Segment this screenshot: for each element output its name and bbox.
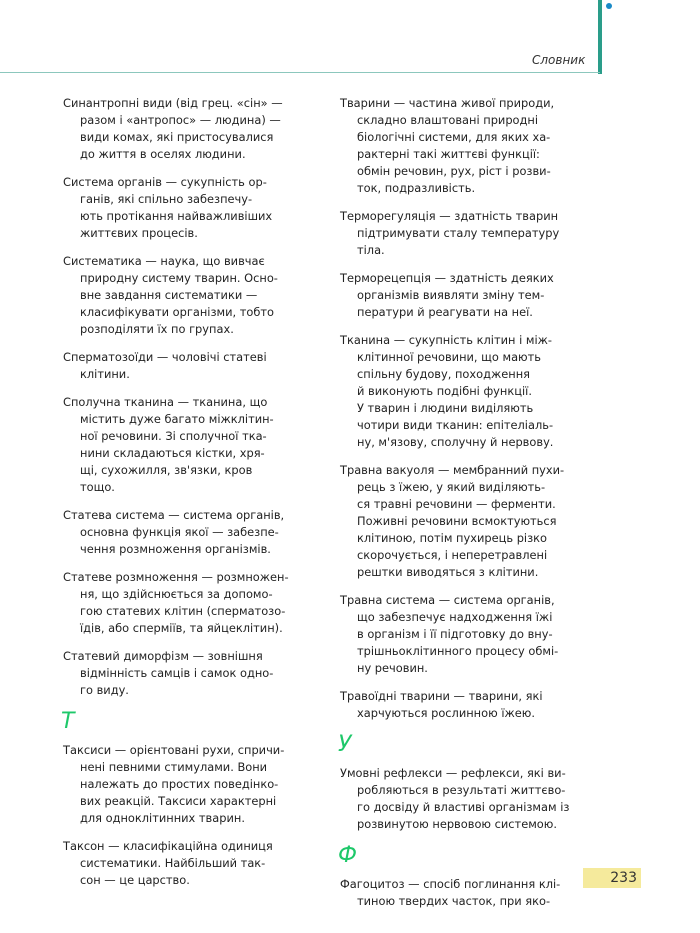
entry-first-line: Систематика — наука, що вивчає [63,254,265,268]
entry-line: розподіляти їх по групах. [80,322,234,336]
left-column [63,95,323,900]
header-accent-bar [598,0,602,74]
entry-line: ток, подразливість. [357,181,476,195]
entry-line: ганів, які спільно забезпечу- [80,192,253,206]
publisher-logo [606,3,612,9]
entry-line: ну, м'язову, сполучну й нервову. [357,435,554,449]
entry-first-line: Фагоцитоз — спосіб поглинання клі- [340,877,561,891]
entry-line: містить дуже багато міжклітин- [80,412,274,426]
entry-first-line: Сперматозоїди — чоловічі статеві [63,350,267,364]
entry-line: рактерні такі життєві функції: [357,147,540,161]
section-letter-f: Ф [338,843,357,868]
entry-first-line: Таксиси — орієнтовані рухи, спричи- [63,743,285,757]
entry-line: класифікувати організми, тобто [80,305,274,319]
glossary-entry [63,95,323,163]
entry-line: розвинутою нервовою системою. [357,817,557,831]
entry-line: го досвіду й властиві організмам із [357,800,570,814]
entry-line: до життя в оселях людини. [80,147,246,161]
entry-line: природну систему тварин. Осно- [80,271,278,285]
glossary-entry [340,462,601,581]
glossary-entry [63,349,323,383]
entry-line: щі, сухожилля, зв'язки, кров [80,463,253,477]
entry-line: рештки виводяться з клітини. [357,565,539,579]
entry-line: тіла. [357,243,385,257]
entry-line: тиною твердих часток, при яко- [357,894,551,908]
glossary-entry [63,507,323,558]
entry-line: що забезпечує надходження їжі [357,610,553,624]
entry-line: Поживні речовини всмоктуються [357,514,557,528]
entry-line: разом і «антропос» — людина) — [80,113,281,127]
entry-line: клітини. [80,367,130,381]
entry-line: основна функція якої — забезпе- [80,525,279,539]
entry-first-line: Умовні рефлекси — рефлекси, які ви- [340,766,566,780]
entry-line: У тварин і людини виділяють [357,401,534,415]
entry-line: в організм і її підготовку до вну- [357,627,553,641]
entry-first-line: Тканина — сукупність клітин і між- [340,333,552,347]
entry-line: спільну будову, походження [357,367,531,381]
entry-line: види комах, які пристосувалися [80,130,274,144]
entry-line: ся травні речовини — ферменти. [357,497,556,511]
glossary-entry [63,394,323,496]
glossary-entry [340,765,601,833]
section-letter-u: У [338,732,352,757]
entry-line: тощо. [80,480,115,494]
entry-line: систематики. Найбільший так- [80,856,266,870]
entry-line: обмін речовин, рух, ріст і розви- [357,164,551,178]
entry-line: скорочується, і неперетравлені [357,548,548,562]
entry-line: ну речовин. [357,661,428,675]
entry-line: їдів, або сперміїв, та яйцеклітин). [80,621,283,635]
entry-first-line: Система органів — сукупність ор- [63,175,267,189]
entry-line: належать до простих поведінко- [80,777,279,791]
glossary-entry [340,332,601,451]
entry-line: клітинної речовини, що мають [357,350,541,364]
entry-first-line: Тварини — частина живої природи, [340,96,555,110]
entry-first-line: Сполучна тканина — тканина, що [63,395,268,409]
header-divider [0,72,600,73]
glossary-entry [63,838,323,889]
entry-first-line: Травна вакуоля — мембранний пухи- [340,463,565,477]
entry-line: організмів виявляти зміну тем- [357,288,545,302]
entry-line: відмінність самців і самок одно- [80,666,274,680]
entry-first-line: Синантропні види (від грец. «сін» — [63,96,283,110]
glossary-entry [63,648,323,699]
entry-line: ють протікання найважливіших [80,209,273,223]
entry-line: рець з їжею, у який виділяють- [357,480,546,494]
entry-first-line: Терморегуляція — здатність тварин [340,209,559,223]
glossary-entry [340,876,601,910]
glossary-entry [63,742,323,827]
entry-line: вих реакцій. Таксиси характерні [80,794,277,808]
glossary-entry [63,253,323,338]
entry-first-line: Статеве розмноження — розмножен- [63,570,289,584]
entry-line: чення розмноження організмів. [80,542,271,556]
glossary-entry [340,95,601,197]
entry-line: нини складаються кістки, хря- [80,446,265,460]
entry-first-line: Таксон — класифікаційна одиниця [63,839,273,853]
entry-first-line: Терморецепція — здатність деяких [340,271,554,285]
entry-line: й виконують подібні функції. [357,384,532,398]
entry-first-line: Травна система — система органів, [340,593,555,607]
entry-line: робляються в результаті життєво- [357,783,566,797]
entry-line: харчуються рослинною їжею. [357,706,535,720]
glossary-entry [340,208,601,259]
entry-line: го виду. [80,683,129,697]
entry-line: ня, що здійснюється за допомо- [80,587,273,601]
entry-line: життєвих процесів. [80,226,198,240]
page-number: 233 [583,868,641,888]
entry-line: складно влаштовані природні [357,113,539,127]
glossary-entry [63,569,323,637]
glossary-entry [340,688,601,722]
glossary-entry [340,592,601,677]
entry-first-line: Травоїдні тварини — тварини, які [340,689,543,703]
entry-line: ної речовини. Зі сполучної тка- [80,429,267,443]
section-title: Словник [532,53,586,67]
entry-line: підтримувати сталу температуру [357,226,560,240]
entry-line: біологічні системи, для яких ха- [357,130,551,144]
entry-first-line: Статева система — система органів, [63,508,285,522]
entry-line: для одноклітинних тварин. [80,811,245,825]
entry-line: гою статевих клітин (сперматозо- [80,604,286,618]
entry-line: чотири види тканин: епітеліаль- [357,418,554,432]
entry-line: ператури й реагувати на неї. [357,305,533,319]
entry-line: трішньоклітинного процесу обмі- [357,644,559,658]
entry-line: сон — це царство. [80,873,190,887]
entry-line: нені певними стимулами. Вони [80,760,268,774]
entry-line: клітиною, потім пухирець різко [357,531,547,545]
glossary-entry [340,270,601,321]
right-column [340,95,601,921]
section-letter-t: Т [61,709,75,734]
entry-line: вне завдання систематики — [80,288,258,302]
logo-icon [606,3,612,9]
entry-first-line: Статевий диморфізм — зовнішня [63,649,263,663]
glossary-entry [63,174,323,242]
